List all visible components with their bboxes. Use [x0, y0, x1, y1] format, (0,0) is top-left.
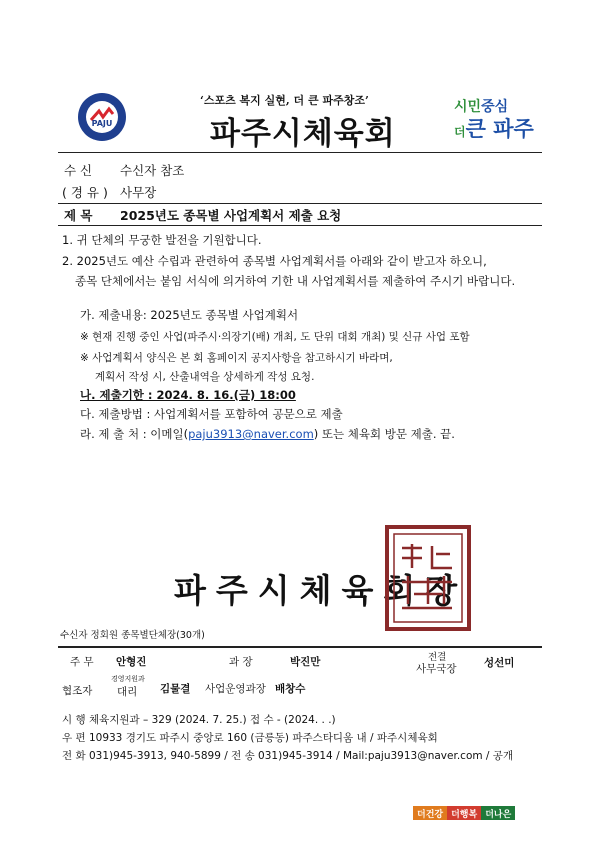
approval-role-1: 주 무 — [70, 656, 94, 668]
email-link[interactable]: paju3913@naver.com — [188, 427, 314, 441]
cooperator-label: 협조자 — [62, 685, 93, 697]
item-da: 다. 제출방법 : 사업계획서를 포함하여 공문으로 제출 — [80, 407, 343, 421]
subject-divider-bottom — [58, 225, 542, 226]
item-ra-prefix: 라. 제 출 처 : 이메일( — [80, 427, 189, 441]
footer-address: 우 편 10933 경기도 파주시 중앙로 160 (금릉동) 파주스타디움 내 / 파주시체육회 — [62, 732, 438, 744]
badge-healthier: 더건강 — [413, 806, 447, 820]
note-2-line-2: 계획서 작성 시, 산출내역을 상세하게 작성 요청. — [95, 371, 315, 383]
item-na-deadline: 나. 제출기한 : 2024. 8. 16.(금) 18:00 — [80, 388, 296, 402]
recipient-label: 수 신 — [64, 163, 93, 178]
item-ra-suffix: ) 또는 체육회 방문 제출. 끝. — [313, 427, 455, 441]
approval-name-2: 박진만 — [290, 656, 321, 668]
approval-role-3: 사무국장 — [416, 663, 457, 675]
via-value: 사무장 — [120, 185, 157, 200]
cooperator-name-2: 배창수 — [275, 683, 306, 695]
cooperator-dept: 경영지원과 — [111, 675, 145, 683]
item-ga: 가. 제출내용: 2025년도 종목별 사업계획서 — [80, 308, 299, 322]
header-divider — [58, 152, 542, 153]
signature-title: 파주시체육회장 — [174, 571, 468, 610]
cooperator-role-2: 사업운영과장 — [205, 683, 266, 695]
paragraph-2-line-2: 종목 단체에서는 붙임 서식에 의거하여 기한 내 사업계획서를 제출하여 주시기 바랍니다. — [75, 274, 516, 288]
subject-label: 제 목 — [64, 208, 93, 223]
svg-text:PAJU: PAJU — [91, 119, 113, 128]
via-label: ( 경 유 ) — [62, 185, 108, 200]
footer-slogan-badge — [413, 806, 515, 820]
footer-contact: 전 화 031)945-3913, 940-5899 / 전 송 031)945-3914 / Mail:paju3913@naver.com / 공개 — [62, 750, 514, 762]
item-ra — [80, 426, 455, 442]
logo-right-part: 시민 — [454, 99, 482, 115]
receivers-list: 수신자 정회원 종목별단체장(30개) — [60, 630, 205, 641]
approval-role-2: 과 장 — [229, 656, 253, 668]
badge-happier: 더행복 — [447, 806, 481, 820]
org-title: 파주시체육회 — [210, 116, 396, 152]
approval-final-label: 전결 — [428, 652, 447, 663]
logo-right-part: 중심 — [481, 99, 509, 115]
cooperator-role-1: 대리 — [117, 686, 138, 698]
footer-registration: 시 행 체육지원과 – 329 (2024. 7. 25.) 접 수 - (2024. . .) — [62, 714, 336, 726]
official-seal — [384, 524, 472, 632]
subject-value: 2025년도 종목별 사업계획서 제출 요청 — [120, 208, 342, 223]
badge-better: 더나은 — [481, 806, 515, 820]
note-1: ※ 현재 진행 중인 사업(파주시·의장기(배) 개최, 도 단위 대회 개최) 및 신규 사업 포함 — [80, 331, 470, 343]
paragraph-1: 1. 귀 단체의 무궁한 발전을 기원합니다. — [62, 233, 262, 247]
paju-sports-council-logo — [77, 92, 127, 142]
logo-right-part: 더 — [454, 125, 466, 139]
recipient-value: 수신자 참조 — [120, 163, 185, 178]
logo-right-part: 큰 파주 — [465, 117, 534, 141]
city-slogan-logo — [454, 96, 534, 143]
paragraph-2-line-1: 2. 2025년도 예산 수립과 관련하여 종목별 사업계획서를 아래와 같이 받고자 하오니, — [62, 254, 487, 268]
cooperator-name-1: 김물결 — [160, 683, 191, 695]
approval-name-1: 안형진 — [116, 656, 147, 668]
approval-name-3: 성선미 — [484, 657, 515, 669]
approval-divider — [58, 646, 542, 648]
subject-divider-top — [58, 203, 542, 204]
slogan: ‘스포츠 복지 실현, 더 큰 파주창조’ — [200, 94, 369, 107]
note-2-line-1: ※ 사업계획서 양식은 본 회 홈페이지 공지사항을 참고하시기 바라며, — [80, 352, 393, 364]
